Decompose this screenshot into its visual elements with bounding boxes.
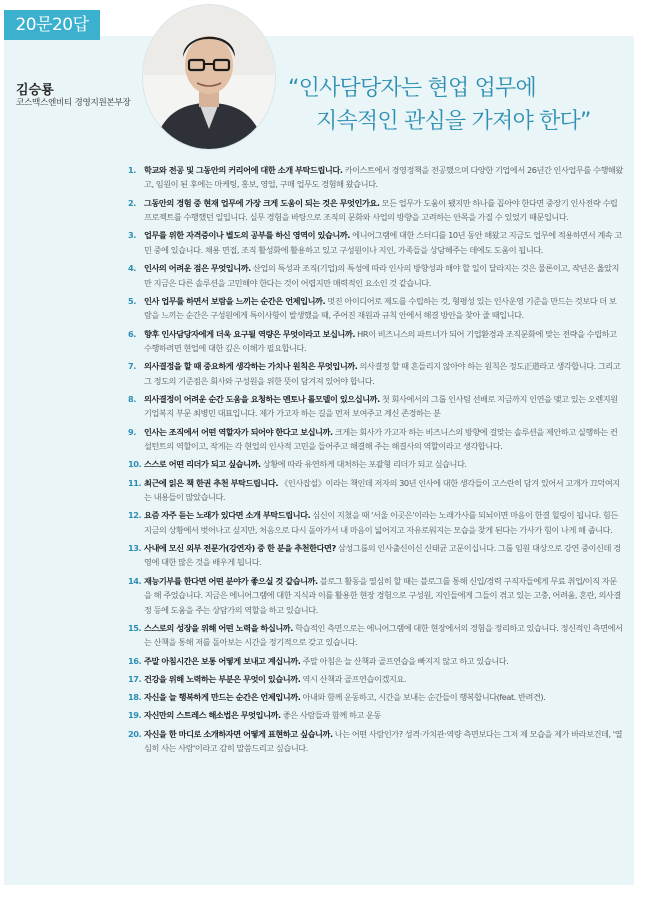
qa-item: [128, 294, 623, 323]
qa-number: 20.: [128, 728, 142, 739]
qa-number: 13.: [128, 543, 142, 554]
qa-question: 인사의 어려운 점은 무엇입니까.: [144, 263, 251, 274]
qa-answer: 나는 어떤 사람인가? 성격·가치관·역량 측면보다는 그저 제 모습을 제가 바라보건데, '열심히 사는 사람'이라고 감히 말씀드리고 싶습니다.: [144, 728, 623, 754]
qa-question: 자신만의 스트레스 해소법은 무엇입니까.: [144, 710, 281, 721]
qa-item: [128, 541, 623, 570]
qa-number: 17.: [128, 673, 142, 684]
headline-quote: [288, 72, 618, 138]
qa-number: 12.: [128, 510, 142, 521]
qa-number: 15.: [128, 622, 142, 633]
qa-item: [128, 672, 623, 686]
qa-answer: 학습적인 측면으로는 에니어그램에 대한 현장에서의 경험을 정리하고 있습니다. 정신적인 측면에서는 산책을 통해 저를 돌아보는 시간을 정기적으로 갖고 있습니다.: [144, 622, 623, 648]
qa-question: 학교와 전공 및 그동안의 커리어에 대한 소개 부탁드립니다.: [144, 165, 343, 175]
qa-question: 인사는 조직에서 어떤 역할자가 되어야 한다고 보십니까.: [144, 426, 333, 437]
headline-line-1: “인사담당자는 현업 업무에: [288, 76, 536, 101]
qa-question: 건강을 위해 노력하는 부분은 무엇이 있습니까.: [144, 673, 301, 684]
qa-number: 19.: [128, 710, 142, 721]
qa-number: 9.: [128, 426, 136, 437]
qa-item: [128, 508, 623, 537]
person-name: 김승룡: [16, 83, 54, 98]
qa-number: 7.: [128, 361, 136, 372]
qa-item: [128, 196, 623, 225]
qa-item: [128, 457, 623, 471]
qa-question: 사내에 모신 외부 전문가(강연자) 중 한 분을 추천한다면?: [144, 543, 336, 554]
qa-question: 그동안의 경험 중 현재 업무에 가장 크게 도움이 되는 것은 무엇인가요.: [144, 197, 380, 208]
qa-answer: 좋은 사람들과 함께 하고 운동: [280, 710, 381, 721]
qa-item: [128, 425, 623, 454]
qa-number: 6.: [128, 328, 136, 339]
qa-number: 3.: [128, 230, 136, 241]
qa-answer: 카이스트에서 경영정책을 전공했으며 다양한 기업에서 26년간 인사업무를 수행해왔고, 임원이 된 후에는 마케팅, 홍보, 영업, 구매 업무도 경험해 왔습니다.: [144, 165, 623, 190]
qa-item: [128, 261, 623, 290]
qa-item: [128, 690, 623, 704]
qa-answer: 의사결정 할 때 흔들리지 않아야 하는 원칙은 정도正道라고 생각합니다. 그리고 그 정도의 기준점은 회사와 구성원을 위한 뜻이 담겨져 있어야 합니다.: [144, 361, 621, 386]
qa-answer: 주말 아침은 늘 산책과 골프연습을 빠지지 않고 하고 있습니다.: [300, 655, 509, 666]
portrait-photo: [142, 4, 276, 150]
qa-question: 업무를 위한 자격증이나 별도의 공부를 하신 영역이 있습니까.: [144, 230, 350, 241]
qa-answer: HR이 비즈니스의 파트너가 되어 기업환경과 조직문화에 맞는 전략을 수립하고 수행하려면 현업에 대한 깊은 이해가 필요합니다.: [144, 328, 617, 353]
qa-number: 18.: [128, 692, 142, 703]
qa-item: [128, 476, 623, 505]
qa-answer: 멋진 아이디어로 제도를 수립하는 것, 형평성 있는 인사운영 기준을 만드는 것보다 더 보람을 느끼는 순간은 구성원에게 특이사항이 발생했을 때, 주어진 재원과 규칙 안에서 해결 방안을 찾아 줄 때입니다.: [144, 295, 617, 321]
qa-list: [128, 163, 623, 759]
qa-answer: 산업의 특성과 조직(기업)의 특성에 따라 인사의 방향성과 해야 할 일이 달라지는 것은 물론이고, 작년은 옳았지만 지금은 다른 솔루션을 고민해야 한다는 것이 어렵지만 매력적인 요소인 것 같습니다.: [144, 263, 619, 288]
qa-item: [128, 163, 623, 192]
qa-answer: 상황에 따라 유연하게 대처하는 포괄형 리더가 되고 싶습니다.: [260, 459, 467, 470]
qa-number: 8.: [128, 393, 136, 404]
qa-question: 요즘 자주 듣는 노래가 있다면 소개 부탁드립니다.: [144, 510, 311, 521]
qa-question: 의사결정을 할 때 중요하게 생각하는 가치나 원칙은 무엇입니까.: [144, 361, 358, 372]
qa-item: [128, 574, 623, 617]
qa-item: [128, 654, 623, 668]
qa-item: [128, 621, 623, 650]
qa-answer: 《인사잡설》이라는 책인데 저자의 30년 인사에 대한 생각들이 고스란히 담겨 있어서 고개가 끄덕여지는 내용들이 많았습니다.: [144, 477, 620, 503]
qa-answer: 역시 산책과 골프연습이겠지요.: [300, 673, 406, 684]
qa-answer: 첫 회사에서의 그룹 인사팀 선배로 지금까지 인연을 맺고 있는 오렌지원 기업복지 부문 최병민 대표입니다. 제가 가고자 하는 길을 먼저 보여주고 계신 존경하는 분: [144, 393, 618, 419]
qa-number: 4.: [128, 263, 136, 274]
qa-question: 주말 아침시간은 보통 어떻게 보내고 계십니까.: [144, 655, 301, 666]
qa-question: 인사 업무를 하면서 보람을 느끼는 순간은 언제입니까.: [144, 295, 326, 306]
qa-answer: 심신이 지쳤을 때 '서울 이곳은'이라는 노래가사를 되뇌이면 마음이 한결 힐링이 됩니다. 힘든 지금의 상황에서 벗어나고 싶지만, 처음으로 다시 돌아가서 내 마음이 넓어지고 자유로워지는 모습을 찾게 된다는 가사가 힘이 나게 해 줍니다.: [144, 510, 618, 535]
section-badge: 20문20답: [4, 10, 100, 40]
person-title: 코스맥스엔비티 경영지원본부장: [16, 98, 131, 108]
qa-number: 2.: [128, 197, 136, 208]
qa-question: 최근에 읽은 책 한권 추천 부탁드립니다.: [144, 477, 279, 488]
qa-number: 14.: [128, 575, 142, 586]
qa-item: [128, 708, 623, 722]
qa-question: 재능기부를 한다면 어떤 분야가 좋으실 것 같습니까.: [144, 575, 318, 586]
qa-question: 향후 인사담당자에게 더욱 요구될 역량은 무엇이라고 보십니까.: [144, 328, 356, 339]
qa-answer: 크게는 회사가 가고자 하는 비즈니스의 방향에 걸맞는 솔루션을 제안하고 실행하는 컨설턴트의 역할이고, 작게는 각 현업의 인사적 고민을 들어주고 해결해 주는 해결사의 역할이라고 생각합니다.: [144, 426, 618, 452]
qa-number: 1.: [128, 165, 136, 175]
qa-answer: 블로그 활동을 열심히 할 때는 블로그를 통해 신입/경력 구직자들에게 무료 취업/이직 자문을 해 주었습니다. 지금은 에니어그램에 대한 지식과 이를 활용한 현장 경험으로 구성원, 지인들에게 그들이 겪고 있는 고충, 어려움, 혼란, 의사결정 등에 도움을 주는 상담가의 역할을 하고 있습니다.: [144, 575, 621, 615]
qa-answer: 아내와 함께 운동하고, 시간을 보내는 순간들이 행복합니다(feat. 반려견).: [300, 692, 546, 703]
qa-answer: 에니어그램에 대한 스터디를 10년 동안 해왔고 지금도 업무에 적용하면서 계속 고민 중에 있습니다. 채용 면접, 조직 활성화에 활용하고 있고 구성원이나 지인, 가족들을 상담해주는 데에도 도움이 됩니다.: [144, 230, 622, 255]
qa-question: 스스로의 성장을 위해 어떤 노력을 하십니까.: [144, 622, 293, 633]
headline-line-2: 지속적인 관심을 가져야 한다”: [316, 109, 591, 134]
qa-item: [128, 228, 623, 257]
qa-question: 의사결정이 어려운 순간 도움을 요청하는 멘토나 롤모델이 있으십니까.: [144, 393, 380, 404]
qa-item: [128, 359, 623, 388]
qa-number: 5.: [128, 295, 136, 306]
qa-question: 자신을 한 마디로 소개하자면 어떻게 표현하고 싶습니까.: [144, 728, 333, 739]
qa-question: 자신을 늘 행복하게 만드는 순간은 언제입니까.: [144, 692, 301, 703]
qa-answer: 모든 업무가 도움이 됐지만 하나를 꼽아야 한다면 중장기 인사전략 수립 프로젝트를 수행했던 일입니다. 실무 경험을 바탕으로 조직의 문화와 사업의 방향을 고려하는 안목을 가질 수 있었기 때문입니다.: [144, 197, 618, 223]
qa-item: [128, 727, 623, 756]
qa-item: [128, 392, 623, 421]
qa-question: 스스로 어떤 리더가 되고 싶습니까.: [144, 459, 261, 470]
qa-answer: 삼성그룹의 인사출신이신 신태균 고문이십니다. 그룹 임원 대상으로 강연 중이신데 경영에 대한 많은 것을 배우게 됩니다.: [144, 543, 621, 568]
qa-number: 10.: [128, 459, 142, 470]
qa-number: 11.: [128, 477, 142, 488]
qa-item: [128, 327, 623, 356]
qa-number: 16.: [128, 655, 142, 666]
